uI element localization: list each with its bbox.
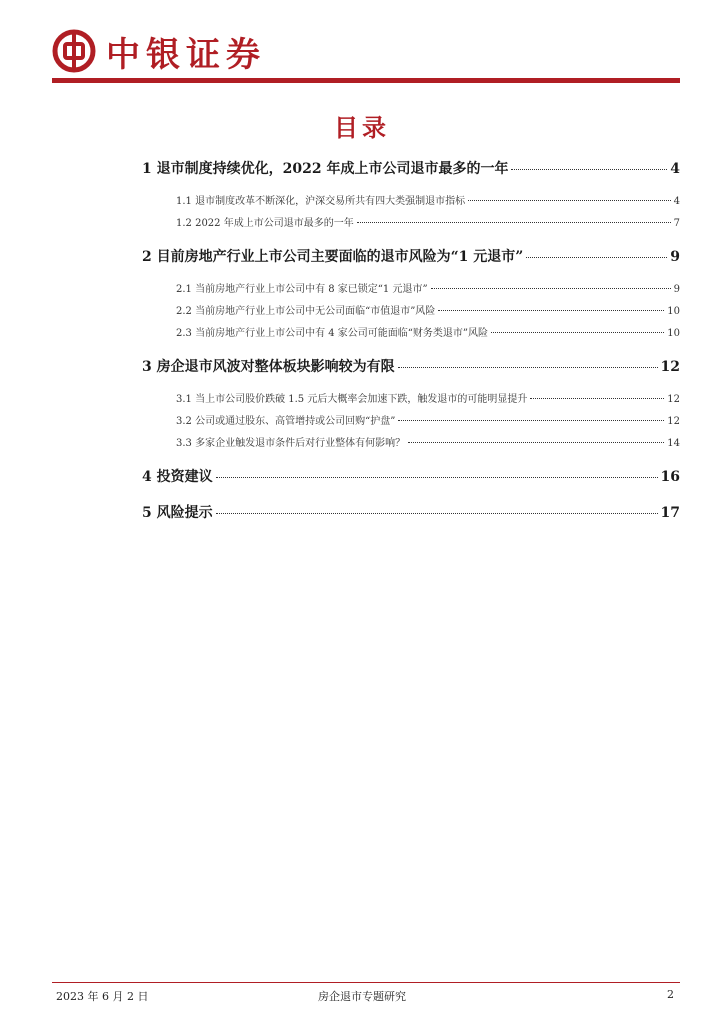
toc-entry-title: 1 退市制度持续优化，2022 年成上市公司退市最多的一年 <box>142 161 509 177</box>
toc-page-number: 12 <box>660 359 680 375</box>
toc-page-number: 7 <box>673 218 680 229</box>
toc-subsection-entry[interactable] <box>142 280 680 298</box>
toc-subsection-entry[interactable] <box>142 302 680 320</box>
footer-page-number: 2 <box>667 988 674 1001</box>
toc-entry-title: 3.3 多家企业触发退市条件后对行业整体有何影响？ <box>176 438 406 449</box>
toc-page-number: 10 <box>667 328 680 339</box>
toc-page-number: 10 <box>667 306 680 317</box>
toc-subsection-entry[interactable] <box>142 412 680 430</box>
toc-entry-title: 3 房企退市风波对整体板块影响较为有限 <box>142 359 395 375</box>
toc-entry-title: 2.3 当前房地产行业上市公司中有 4 家公司可能面临“财务类退市”风险 <box>176 328 489 339</box>
bank-of-china-logo-icon <box>52 29 96 73</box>
toc-entry-title: 2.2 当前房地产行业上市公司中无公司面临“市值退市”风险 <box>176 306 436 317</box>
toc-subsection-entry[interactable] <box>142 192 680 210</box>
toc-section-entry[interactable] <box>142 502 680 524</box>
toc-leader-dots <box>357 222 671 223</box>
toc-page-number: 9 <box>673 284 680 295</box>
toc-subsection-entry[interactable] <box>142 434 680 452</box>
page-header <box>52 28 266 74</box>
toc-page-number: 17 <box>660 505 680 521</box>
toc-leader-dots <box>438 310 664 311</box>
toc-page-number: 14 <box>667 438 680 449</box>
toc-entry-title: 2.1 当前房地产行业上市公司中有 8 家已锁定“1 元退市” <box>176 284 428 295</box>
toc-section-entry[interactable] <box>142 356 680 378</box>
toc-subsection-entry[interactable] <box>142 324 680 342</box>
brand-name: 中银证券 <box>106 34 266 75</box>
toc-page-number: 12 <box>667 394 680 405</box>
toc-leader-dots <box>216 477 658 478</box>
toc-subsection-entry[interactable] <box>142 214 680 232</box>
toc-leader-dots <box>431 288 671 289</box>
toc-leader-dots <box>408 442 664 443</box>
toc-title: 目录 <box>334 114 390 142</box>
toc-section-entry[interactable] <box>142 246 680 268</box>
toc-page-number: 16 <box>660 469 680 485</box>
toc-entry-title: 3.1 当上市公司股价跌破 1.5 元后大概率会加速下跌，触发退市的可能明显提升 <box>176 394 528 405</box>
toc-leader-dots <box>511 169 667 170</box>
toc-entry-title: 1.1 退市制度改革不断深化，沪深交易所共有四大类强制退市指标 <box>176 196 466 207</box>
toc-leader-dots <box>491 332 664 333</box>
toc-entry-title: 1.2 2022 年成上市公司退市最多的一年 <box>176 218 354 229</box>
footer-rule <box>52 982 680 983</box>
toc-subsection-entry[interactable] <box>142 390 680 408</box>
toc-leader-dots <box>398 367 658 368</box>
toc-leader-dots <box>216 513 658 514</box>
toc-entry-title: 3.2 公司或通过股东、高管增持或公司回购“护盘” <box>176 416 396 427</box>
toc-page-number: 9 <box>670 249 680 265</box>
toc-entry-title: 2 目前房地产行业上市公司主要面临的退市风险为“1 元退市” <box>142 249 524 265</box>
toc-leader-dots <box>398 420 664 421</box>
header-rule <box>52 78 680 83</box>
table-of-contents <box>142 158 680 524</box>
footer-date: 2023 年 6 月 2 日 <box>56 990 149 1003</box>
toc-page-number: 12 <box>667 416 680 427</box>
toc-entry-title: 5 风险提示 <box>142 505 213 521</box>
toc-leader-dots <box>526 257 667 258</box>
toc-section-entry[interactable] <box>142 158 680 180</box>
toc-section-entry[interactable] <box>142 466 680 488</box>
toc-entry-title: 4 投资建议 <box>142 469 213 485</box>
toc-leader-dots <box>530 398 664 399</box>
toc-page-number: 4 <box>670 161 680 177</box>
toc-leader-dots <box>468 200 671 201</box>
footer-report-title: 房企退市专题研究 <box>318 990 406 1003</box>
toc-page-number: 4 <box>673 196 680 207</box>
